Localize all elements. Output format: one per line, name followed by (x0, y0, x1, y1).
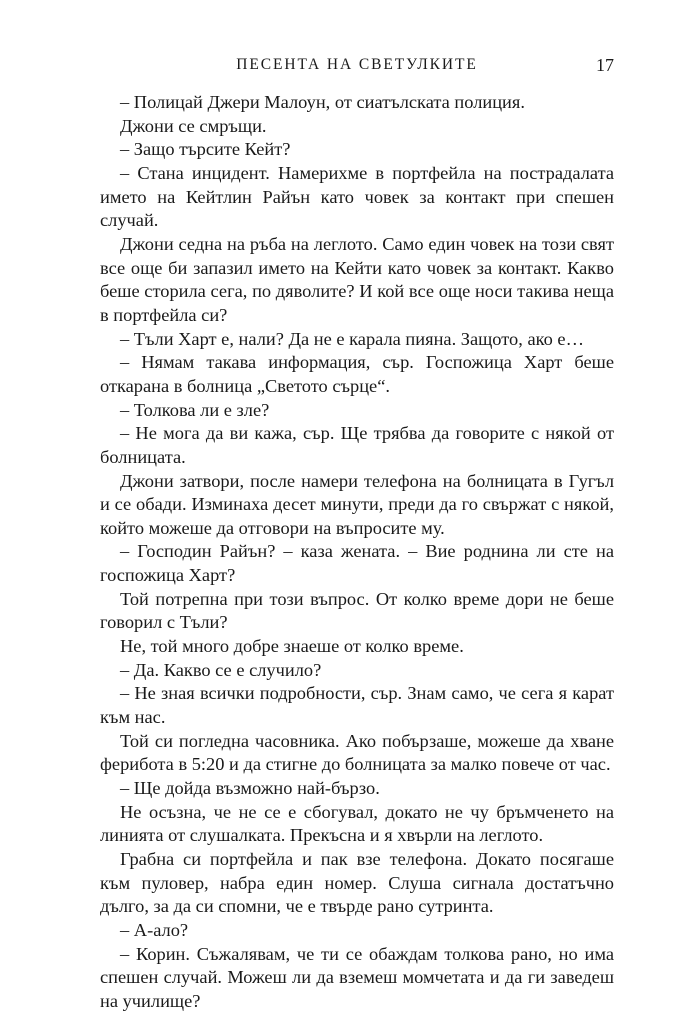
paragraph: Джони седна на ръба на леглото. Само един човек на този свят все още би запазил името на Кейти като човек за контакт. Какво беше сторила сега, по дяволите? И кой все още носи такива неща в портфейла си? (100, 233, 614, 325)
paragraph: – А-ало? (120, 919, 189, 940)
paragraph: Джони се смръщи. (120, 115, 267, 136)
paragraph: – Стана инцидент. Намерихме в портфейла на пострадалата името на Кейтлин Райън като човек за контакт при спешен случай. (100, 162, 614, 231)
paragraph: – Защо търсите Кейт? (120, 139, 291, 160)
running-title: ПЕСЕНТА НА СВЕТУЛКИТЕ (236, 56, 478, 73)
paragraph: – Ще дойда възможно най-бързо. (120, 778, 380, 799)
paragraph: Грабна си портфейла и пак взе телефона. Докато посягаше към пуловер, набра един номер. Слуша сигнала достатъчно дълго, за да си спомни, че е твърде рано сутринта. (100, 849, 614, 917)
paragraph: – Корин. Съжалявам, че ти се обаждам толкова рано, но има спешен случай. Можеш ли да вземеш момчетата и да ги заведеш на училище? (100, 943, 614, 1011)
body-text (100, 91, 614, 1014)
paragraph: Не, той много добре знаеше от колко време. (120, 636, 464, 657)
paragraph: – Да. Какво се е случило? (120, 659, 322, 680)
paragraph: – Не зная всички подробности, сър. Знам само, че сега я карат към нас. (100, 683, 614, 728)
paragraph: – Нямам такава информация, сър. Госпожица Харт беше откарана в болница „Светото сърце“. (100, 352, 614, 396)
paragraph: Той си погледна часовника. Ако побързаше, можеше да хване ферибота в 5:20 и да стигне до болницата за малко повече от час. (100, 730, 614, 775)
paragraph: – Полицай Джери Малоун, от сиатълската полиция. (120, 92, 525, 112)
paragraph: Не осъзна, че не се е сбогувал, докато не чу бръмченето на линията от слушалката. Прекъсна и я хвърли на леглото. (100, 801, 614, 846)
paragraph: Той потрепна при този въпрос. От колко време дори не беше говорил с Тъли? (100, 588, 614, 633)
paragraph: – Толкова ли е зле? (120, 399, 270, 420)
paragraph: – Тъли Харт е, нали? Да не е карала пияна. Защото, ако е… (120, 328, 584, 349)
running-header (100, 52, 614, 78)
paragraph: – Господин Райън? – каза жената. – Вие роднина ли сте на госпожица Харт? (100, 541, 614, 586)
paragraph: – Не мога да ви кажа, сър. Ще трябва да говорите с някой от болницата. (100, 423, 614, 467)
page-number: 17 (596, 55, 614, 75)
paragraph: Джони затвори, после намери телефона на болницата в Гугъл и се обади. Изминаха десет минути, преди да го свържат с някой, който можеше да отговори на въпросите му. (100, 470, 614, 538)
